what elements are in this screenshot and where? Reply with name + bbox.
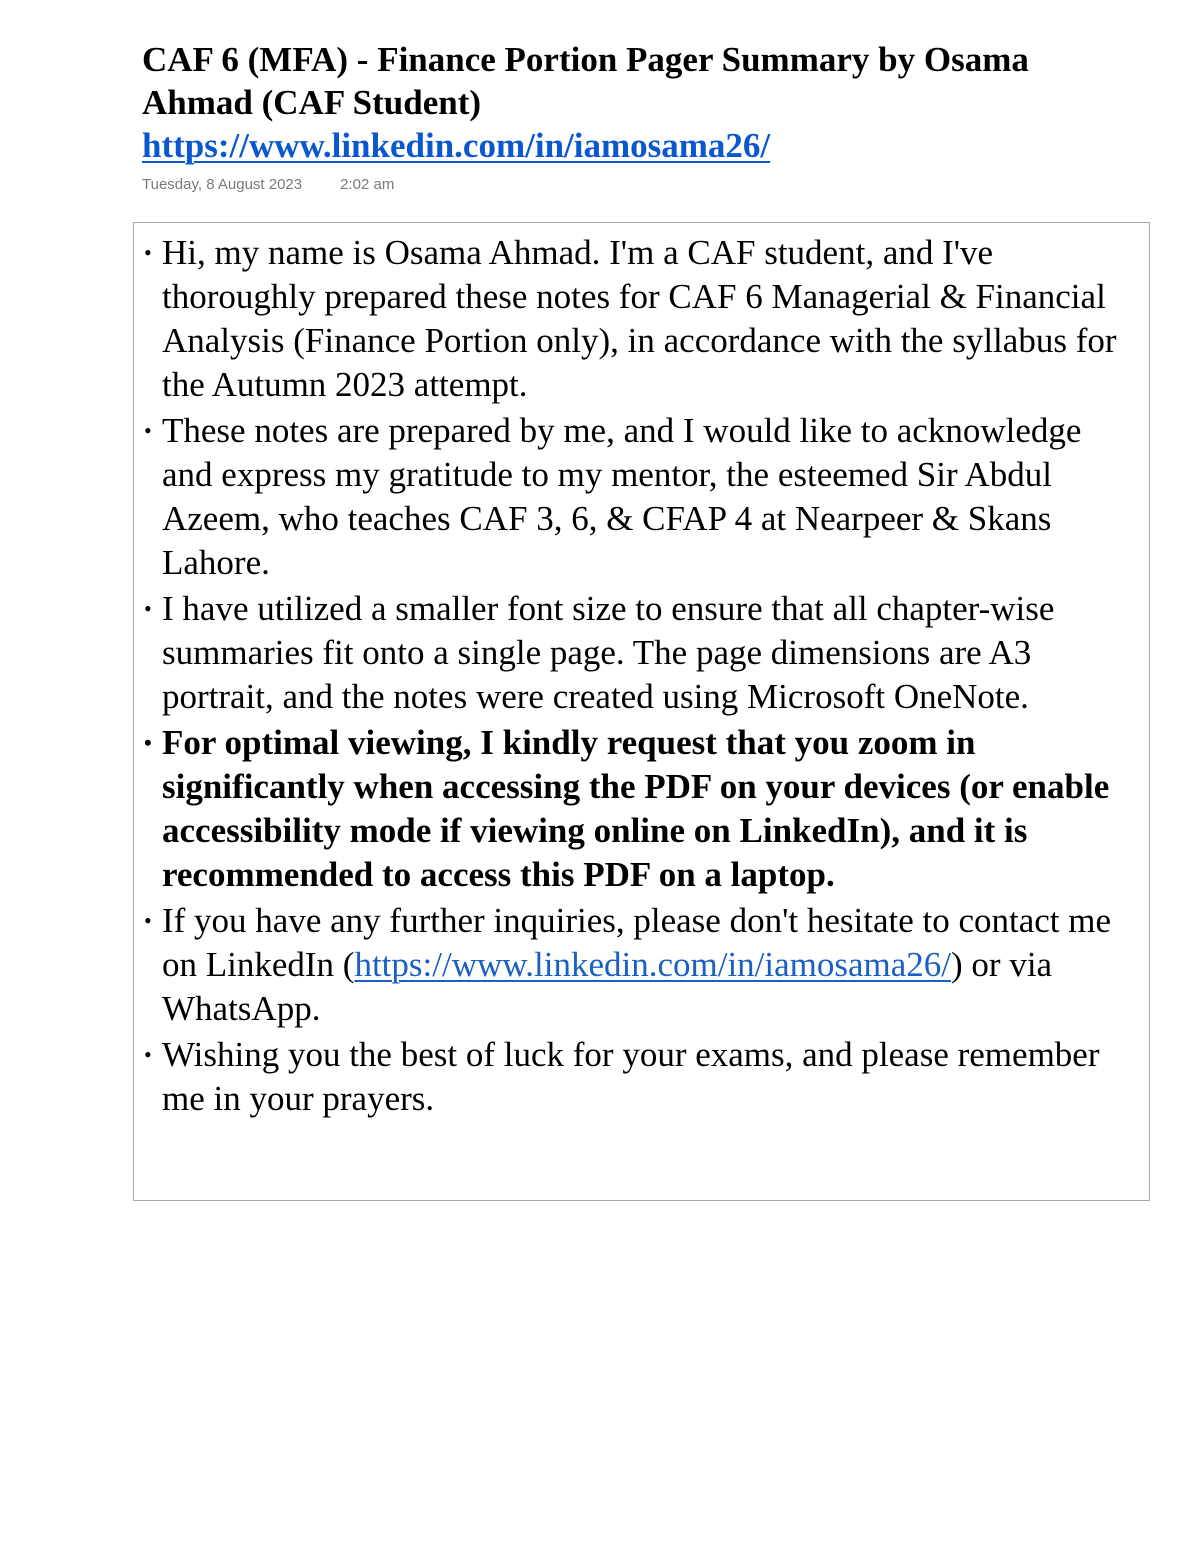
- page-title: [142, 38, 1142, 167]
- list-item: [134, 587, 1137, 719]
- bullet-list: [134, 223, 1149, 1121]
- list-item-text: I have utilized a smaller font size to ensure that all chapter-wise summaries fit onto a single page. The page dimensions are A3 portrait, and the notes were created using Microsoft OneNote.: [162, 589, 1055, 716]
- list-item-text: Hi, my name is Osama Ahmad. I'm a CAF student, and I've thoroughly prepared these notes for CAF 6 Managerial & Financial Analysis (Finance Portion only), in accordance with the syllabus for the Autumn 2023 attempt.: [162, 233, 1117, 404]
- bullet-icon: •: [144, 1042, 152, 1067]
- list-item: [134, 899, 1137, 1031]
- list-item-bold: [134, 721, 1137, 897]
- note-time: 2:02 am: [340, 176, 395, 193]
- linkedin-profile-link[interactable]: https://www.linkedin.com/in/iamosama26/: [142, 126, 771, 165]
- list-item-text-before-link: If you have any further inquiries, please don't hesitate to contact me on LinkedIn (: [162, 901, 1112, 984]
- list-item-text-after-link: ) or via WhatsApp.: [162, 945, 1053, 1028]
- note-container[interactable]: [133, 222, 1150, 1201]
- list-item-text: For optimal viewing, I kindly request that you zoom in significantly when accessing the PDF on your devices (or enable accessibility mode if viewing online on LinkedIn), and it is recommended to access this PDF on a laptop.: [162, 723, 1110, 894]
- note-date: Tuesday, 8 August 2023: [142, 176, 303, 193]
- bullet-icon: •: [144, 418, 152, 443]
- list-item: [134, 231, 1137, 407]
- list-item-text: Wishing you the best of luck for your exams, and please remember me in your prayers.: [162, 1035, 1100, 1118]
- bullet-icon: •: [144, 908, 152, 933]
- bullet-icon: •: [144, 596, 152, 621]
- list-item: [134, 409, 1137, 585]
- page-title-text: CAF 6 (MFA) - Finance Portion Pager Summary by Osama Ahmad (CAF Student): [142, 40, 1029, 122]
- note-timestamp: [142, 176, 394, 193]
- list-item: [134, 1033, 1137, 1121]
- linkedin-inline-link[interactable]: https://www.linkedin.com/in/iamosama26/: [354, 945, 952, 984]
- bullet-icon: •: [144, 240, 152, 265]
- list-item-text: These notes are prepared by me, and I would like to acknowledge and express my gratitude to my mentor, the esteemed Sir Abdul Azeem, who teaches CAF 3, 6, & CFAP 4 at Nearpeer & Skans Lahore.: [162, 411, 1082, 582]
- bullet-icon: •: [144, 730, 152, 755]
